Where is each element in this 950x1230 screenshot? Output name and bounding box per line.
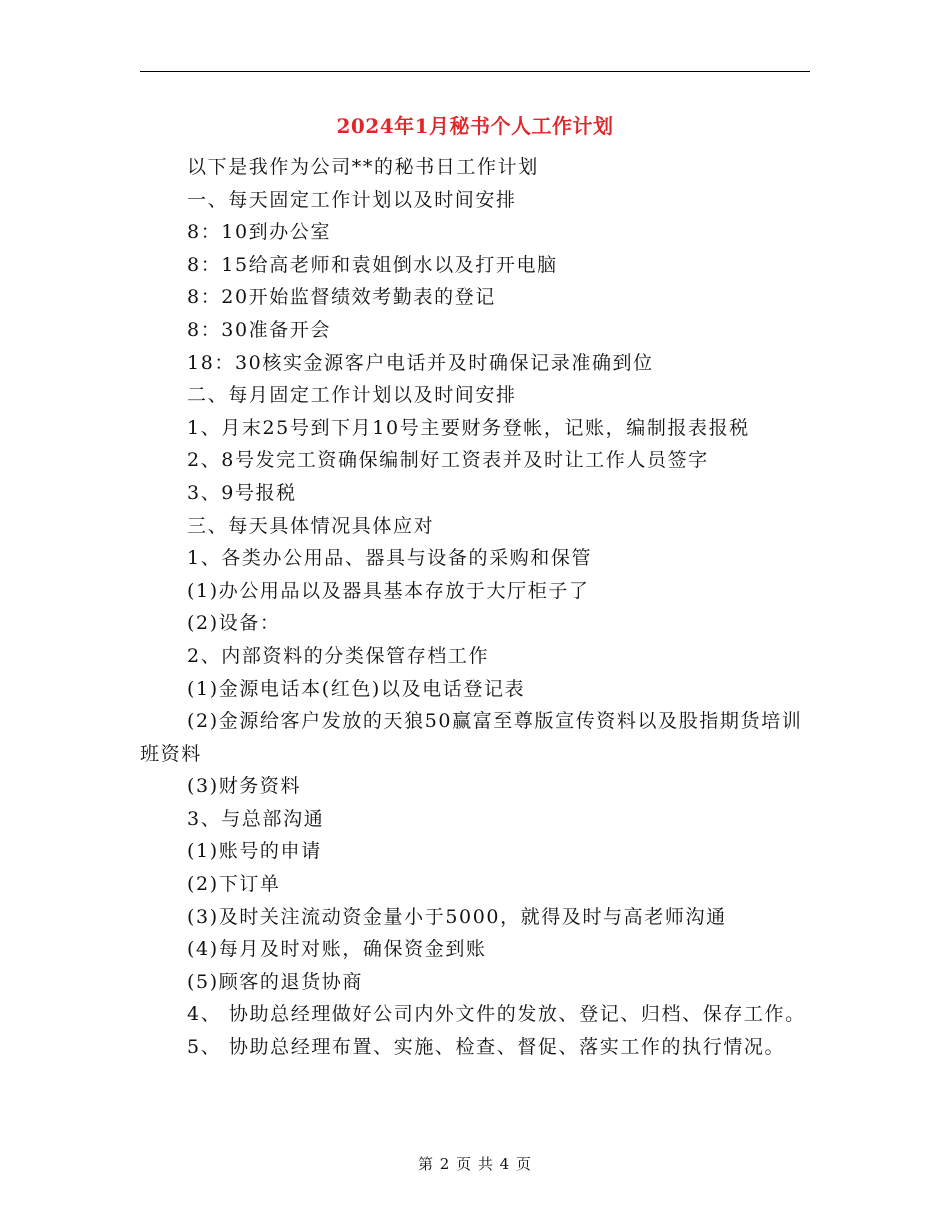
list-item: 2、8号发完工资确保编制好工资表并及时让工作人员签字: [187, 449, 709, 472]
sub-list-item: (1)办公用品以及器具基本存放于大厅柜子了: [187, 579, 590, 602]
schedule-item: 18：30核实金源客户电话并及时确保记录准确到位: [187, 351, 654, 374]
sub-list-item: (4)每月及时对账，确保资金到账: [187, 938, 487, 961]
sub-list-item: (5)顾客的退货协商: [187, 970, 363, 993]
document-title: 2024年1月秘书个人工作计划: [336, 114, 614, 138]
list-item: 2、内部资料的分类保管存档工作: [187, 644, 490, 667]
list-item: 5、 协助总经理布置、实施、检查、督促、落实工作的执行情况。: [187, 1036, 786, 1059]
sub-list-item: (1)账号的申请: [187, 840, 322, 863]
list-item: 1、各类办公用品、器具与设备的采购和保管: [187, 547, 593, 570]
list-item: 4、 协助总经理做好公司内外文件的发放、登记、归档、保存工作。: [187, 1003, 806, 1026]
sub-list-item: (3)及时关注流动资金量小于5000，就得及时与高老师沟通: [187, 905, 727, 928]
section-heading-daily-specific: 三、每天具体情况具体应对: [187, 514, 435, 537]
page-number: 第 2 页 共 4 页: [418, 1155, 532, 1173]
sub-list-item: (1)金源电话本(红色)以及电话登记表: [187, 677, 526, 700]
schedule-item: 8：15给高老师和袁姐倒水以及打开电脑: [187, 253, 558, 276]
list-item: 3、与总部沟通: [187, 807, 325, 830]
schedule-item: 8：30准备开会: [187, 318, 332, 341]
page-footer: [140, 1153, 810, 1175]
header-rule: [140, 71, 810, 72]
schedule-item: 8：10到办公室: [187, 221, 332, 244]
list-item: 1、月末25号到下月10号主要财务登帐，记账，编制报表报税: [187, 416, 750, 439]
sub-list-item: (2)下订单: [187, 873, 281, 896]
paragraph-intro: 以下是我作为公司**的秘书日工作计划: [187, 156, 539, 178]
sub-list-item: (3)财务资料: [187, 775, 302, 798]
list-item: 3、9号报税: [187, 481, 297, 504]
schedule-item: 8：20开始监督绩效考勤表的登记: [187, 286, 496, 309]
sub-list-item: (2)金源给客户发放的天狼50赢富至尊版宣传资料以及股指期货培训班资料: [140, 710, 803, 765]
section-heading-monthly-fixed: 二、每月固定工作计划以及时间安排: [187, 384, 517, 407]
sub-list-item: (2)设备：: [187, 612, 281, 635]
section-heading-daily-fixed: 一、每天固定工作计划以及时间安排: [187, 188, 517, 211]
document-body: [140, 151, 810, 1064]
